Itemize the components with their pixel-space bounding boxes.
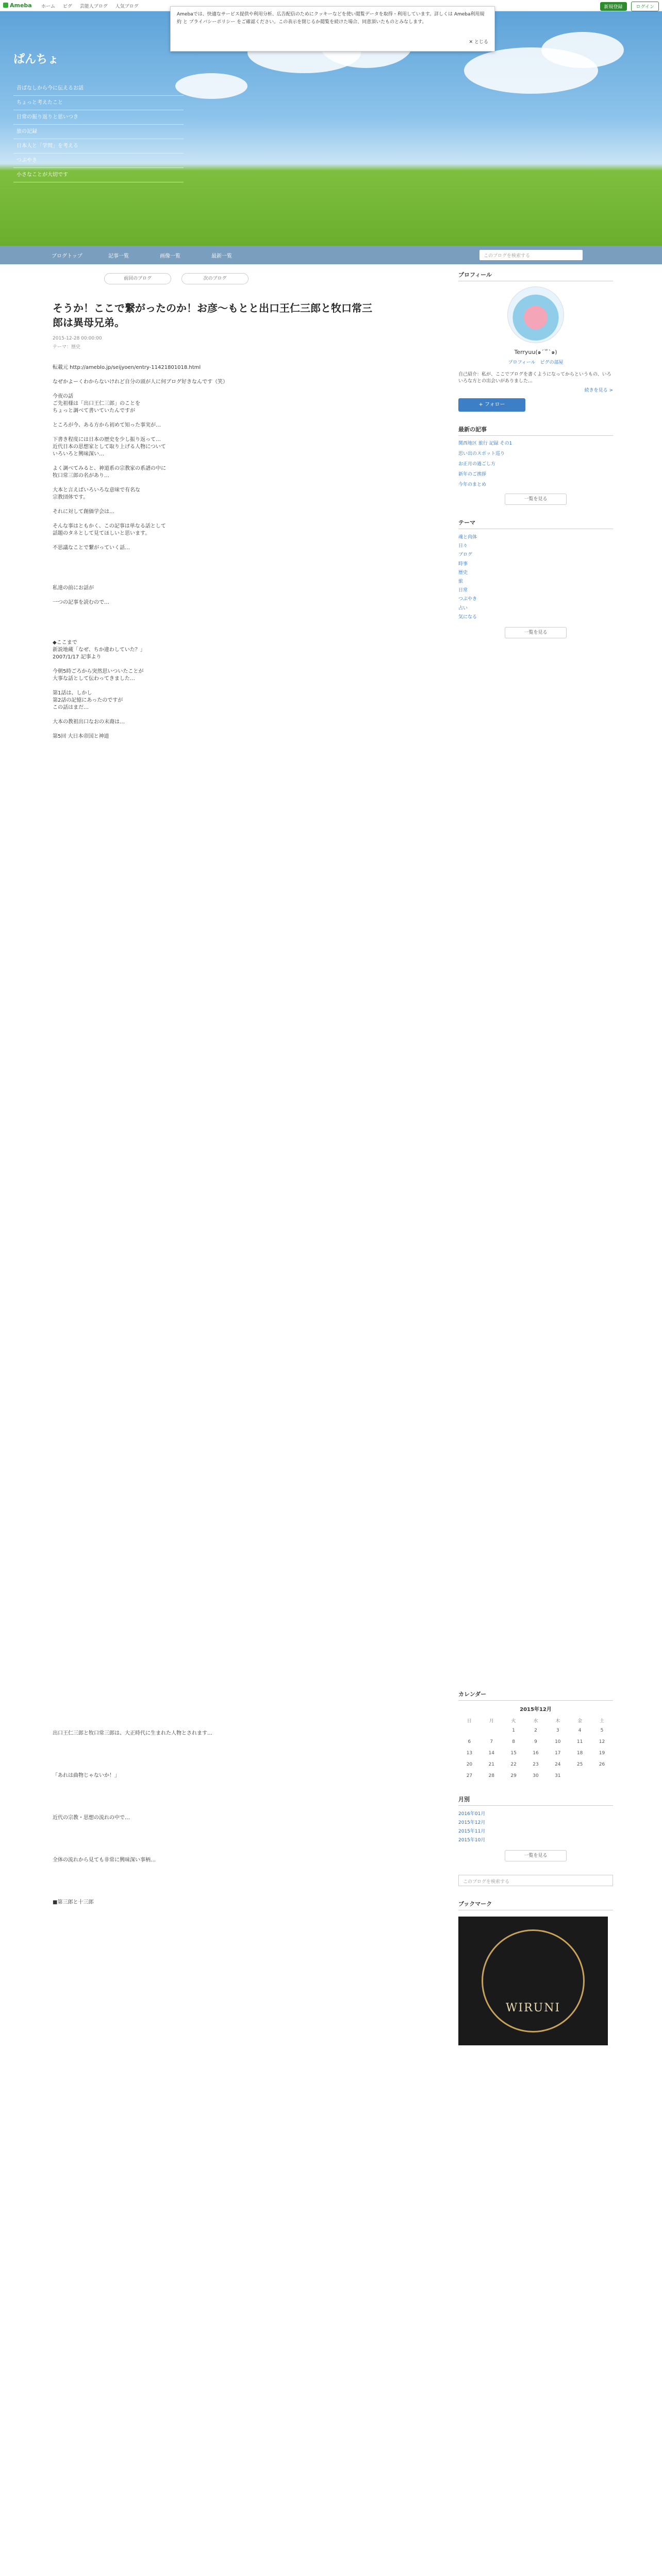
calendar-day: 11 (576, 1739, 583, 1744)
calendar-day: 16 (533, 1751, 539, 1756)
cookie-notice-text: Amebaでは、快適なサービス提供や利用分析、広告配信のためにクッキーなどを使い閲覧データを取得・利用しています。詳しくは Ameba利用規約 と プライバシーポリシー をご確認ください。この表示を閉じるか閲覧を続けた場合、同意頂いたものとみなします。 (177, 12, 485, 25)
calendar-day: 29 (510, 1773, 517, 1778)
ameba-logo[interactable] (3, 2, 32, 9)
profile-avatar[interactable] (507, 286, 564, 343)
recent-item[interactable]: 新年のご挨拶 (458, 472, 487, 477)
weekday: 木 (555, 1718, 560, 1724)
emblem-text: WIRUNI (505, 2002, 561, 2014)
post-date: 2015-12-28 00:00:00 (53, 336, 102, 341)
spacer (53, 614, 372, 639)
blog-menu-item[interactable]: 日常の振り返りと思いつき (13, 110, 184, 125)
calendar-day: 10 (555, 1739, 561, 1744)
recent-item[interactable]: お正月の過ごし方 (458, 462, 496, 467)
calendar-day: 25 (576, 1762, 583, 1767)
calendar-day: 12 (599, 1739, 605, 1744)
spacer (53, 559, 372, 585)
calendar-day: 4 (578, 1728, 582, 1733)
login-button[interactable]: ログイン (631, 2, 659, 11)
archive-item[interactable]: 2015年11月 (458, 1829, 486, 1834)
calendar-day: 30 (533, 1773, 539, 1778)
recent-item[interactable]: 関西地区 旅行 記録 その1 (458, 441, 512, 446)
nav-popular[interactable]: 人気ブログ (115, 4, 139, 9)
post-paragraph: 全体の流れから見ても非常に興味深い事柄… (53, 1857, 156, 1863)
post-paragraph: ◆ここまで 新説地蔵「なぜ、ちか違わしていた？」 2007/1/17 記事より (53, 640, 145, 660)
nav-home[interactable]: ホーム (41, 4, 56, 9)
sidebar-search-input[interactable]: このブログを検索する (458, 1875, 613, 1886)
emblem-ring (482, 1929, 585, 2032)
blog-title[interactable]: ぱんちょ (13, 53, 59, 66)
post-theme-link[interactable]: テーマ：歴史 (53, 345, 81, 350)
calendar-day: 21 (488, 1762, 494, 1767)
calendar-day: 27 (466, 1773, 473, 1778)
theme-item[interactable]: 気になる (458, 614, 477, 620)
calendar-day: 24 (555, 1762, 561, 1767)
post-title: そうか！ここで繋がったのか！お彦～もとと出口王仁三郎と牧口常三郎は異母兄弟。 (53, 302, 372, 329)
profile-links[interactable]: プロフィール ピグの部屋 (508, 360, 564, 365)
post-paragraph: 出口王仁三郎と牧口常三郎は、大正時代に生まれた人物とされます… (53, 1731, 212, 1736)
blog-menu-item[interactable]: つぶやき (13, 154, 184, 168)
nav-celeb[interactable]: 芸能人ブログ (79, 4, 108, 9)
post-paragraph[interactable]: 転載元 http://ameblo.jp/seijyoen/entry-11421801018.html (53, 365, 201, 370)
next-post-button[interactable]: 次のブログ (181, 273, 249, 284)
profile-heading: プロフィール (458, 270, 613, 281)
theme-item[interactable]: ブログ (458, 552, 473, 558)
calendar-day: 14 (488, 1751, 494, 1756)
sidebar-lower (458, 1690, 613, 2045)
section-mark: 第5回 大日本帝国と神道 (53, 734, 109, 739)
weekday: 日 (467, 1718, 472, 1724)
post-paragraph: 「あれは曲物じゃないか！」 (53, 1773, 120, 1778)
post-body (53, 364, 372, 740)
global-nav (41, 3, 145, 9)
post-paragraph: 大本と言えばいろいろな意味で有名な 宗教団体です。 それに対して創価学会は… (53, 487, 140, 515)
theme-item[interactable]: 日常 (458, 588, 468, 594)
cloud-shape (541, 32, 624, 68)
logo-text: Ameba (10, 2, 32, 9)
archive-heading: 月別 (458, 1795, 613, 1806)
calendar-day (569, 1770, 591, 1782)
profile-more-link[interactable]: 続きを見る > (584, 388, 613, 393)
cookie-notice-close-button[interactable]: ✕ とじる (469, 40, 488, 45)
weekday: 水 (533, 1718, 538, 1724)
blog-subnav (0, 246, 662, 264)
calendar-day: 20 (466, 1762, 473, 1767)
calendar-day: 23 (533, 1762, 539, 1767)
post-body-lower (53, 1716, 352, 1913)
post-paragraph: 今朝5時ごろから突然思いついたことが 大事な話として伝わってきました… (53, 669, 144, 682)
nav-pigg[interactable]: ピグ (62, 4, 72, 9)
themes-more-button[interactable]: 一覧を見る (505, 627, 567, 638)
theme-item[interactable]: 占い (458, 605, 468, 611)
recent-item[interactable]: 思い出のスポット巡り (458, 451, 505, 456)
archive-list (458, 1810, 613, 1845)
blog-menu-item[interactable]: 日本人と「学問」を考える (13, 139, 184, 154)
profile-name[interactable]: Terryuu(๑ˊ꒳ˋ๑) (514, 349, 557, 355)
post-paragraph: 近代の宗教・思想の流れの中で… (53, 1815, 130, 1821)
weekday: 土 (600, 1718, 605, 1724)
calendar-day: 3 (556, 1728, 559, 1733)
post-pager (53, 273, 372, 286)
blog-menu-item[interactable]: 旅の記録 (13, 125, 184, 139)
themes-box (458, 518, 613, 638)
archive-more-button[interactable]: 一覧を見る (505, 1850, 567, 1861)
calendar-day: 5 (600, 1728, 604, 1733)
sidebar-search-box (458, 1875, 613, 1886)
calendar-heading: カレンダー (458, 1690, 613, 1701)
bookmark-box (458, 1900, 613, 2045)
post-paragraph: 下書き程度には日本の歴史を少し振り返って… 近代日本の思想家として取り上げる人物について いろいろと興味深い… (53, 437, 166, 457)
quote-header: 私達の前にお話が 一つの記事を読むので… (53, 585, 109, 605)
subnav-search-input[interactable]: このブログを検索する (479, 250, 583, 260)
theme-item[interactable]: 魂と肉体 (458, 535, 477, 540)
recent-item[interactable]: 今年のまとめ (458, 482, 487, 487)
calendar-day: 15 (510, 1751, 517, 1756)
main-column (53, 273, 372, 748)
blog-menu (13, 81, 184, 182)
calendar-day: 18 (576, 1751, 583, 1756)
recent-more-button[interactable]: 一覧を見る (505, 494, 567, 505)
calendar-day: 2 (534, 1728, 537, 1733)
weekday: 月 (489, 1718, 494, 1724)
post-paragraph: よく調べてみると、神道系の宗教家の系譜の中に 牧口常三郎の名があり… (53, 466, 166, 479)
follow-button[interactable]: + フォロー (458, 398, 525, 412)
subnav-entry-list[interactable]: 記事一覧 (108, 253, 129, 259)
calendar-day: 28 (488, 1773, 494, 1778)
weekday: 火 (511, 1718, 516, 1724)
calendar-title: 2015年12月 (520, 1707, 552, 1713)
recent-heading: 最新の記事 (458, 425, 613, 436)
calendar-day (458, 1725, 481, 1736)
archive-item[interactable]: 2016年01月 (458, 1811, 486, 1817)
sidebar (458, 270, 613, 638)
weekday: 金 (577, 1718, 583, 1724)
archive-item[interactable]: 2015年10月 (458, 1838, 486, 1843)
archive-item[interactable]: 2015年12月 (458, 1820, 486, 1825)
recent-box (458, 425, 613, 505)
post-paragraph: 今夜の話 ご先祖様は「出口王仁三郎」のことを ちょっと調べて書いていたんですが ところが今、ある方から初めて知った事実が… (53, 394, 161, 428)
post-paragraph: ■第三郎と十三郎 (53, 1900, 94, 1905)
post-paragraph: そんな事はともかく、この記事は単なる話として 話題のタネとして見てほしいと思います。 不思議なことで繋がっていく話… (53, 523, 166, 551)
calendar-day: 31 (555, 1773, 561, 1778)
calendar-day: 17 (555, 1751, 561, 1756)
post-paragraph: 大本の教祖出口なおの末裔は… (53, 719, 125, 725)
theme-item[interactable]: 旅 (458, 579, 464, 585)
bookmark-emblem-image[interactable] (458, 1917, 608, 2045)
calendar-day: 26 (599, 1762, 605, 1767)
calendar-day: 13 (466, 1751, 473, 1756)
subnav-latest[interactable]: 最新一覧 (211, 253, 232, 259)
blog-menu-item[interactable]: 小さなことが大切です (13, 168, 184, 182)
ameba-logo-icon (3, 3, 8, 8)
calendar-day: 1 (512, 1728, 515, 1733)
calendar-day: 7 (490, 1739, 493, 1744)
blog-menu-item[interactable]: ちょっと考えたこと (13, 96, 184, 110)
theme-item[interactable]: 日々 (458, 544, 468, 549)
subnav-blog-top[interactable]: ブログトップ (52, 253, 82, 259)
calendar-day: 9 (534, 1739, 537, 1744)
calendar-day (481, 1725, 503, 1736)
themes-list (458, 533, 613, 622)
calendar-day: 6 (468, 1739, 471, 1744)
cookie-notice (170, 6, 495, 52)
post-paragraph: なぜかよーくわからないけれど自分の頭が人に何ブログ好きなんです（笑） (53, 379, 228, 385)
post-paragraph: 第1話は、しかし 第2話の記憶にあったのですが この話はまだ… (53, 690, 123, 710)
themes-heading: テーマ (458, 518, 613, 529)
calendar-table (458, 1716, 613, 1782)
cloud-shape (175, 73, 247, 99)
blog-menu-item[interactable]: 昔ばなしから今に伝えるお話 (13, 81, 184, 96)
prev-post-button[interactable]: 前回のブログ (104, 273, 171, 284)
archive-box (458, 1795, 613, 1861)
register-button[interactable]: 新規登録 (600, 2, 627, 11)
theme-item[interactable]: 時事 (458, 561, 468, 567)
calendar-day (591, 1770, 613, 1782)
header-actions (597, 2, 659, 11)
subnav-image-list[interactable]: 画像一覧 (160, 253, 180, 259)
theme-item[interactable]: つぶやき (458, 597, 477, 602)
bookmark-heading: ブックマーク (458, 1900, 613, 1910)
profile-text: 自己紹介：私が、ここでブログを書くようになってからというもの、いろいろな方との出会いがありました… (458, 372, 611, 384)
calendar-day: 8 (512, 1739, 515, 1744)
theme-item[interactable]: 歴史 (458, 570, 468, 575)
calendar-day: 19 (599, 1751, 605, 1756)
calendar-day: 22 (510, 1762, 517, 1767)
